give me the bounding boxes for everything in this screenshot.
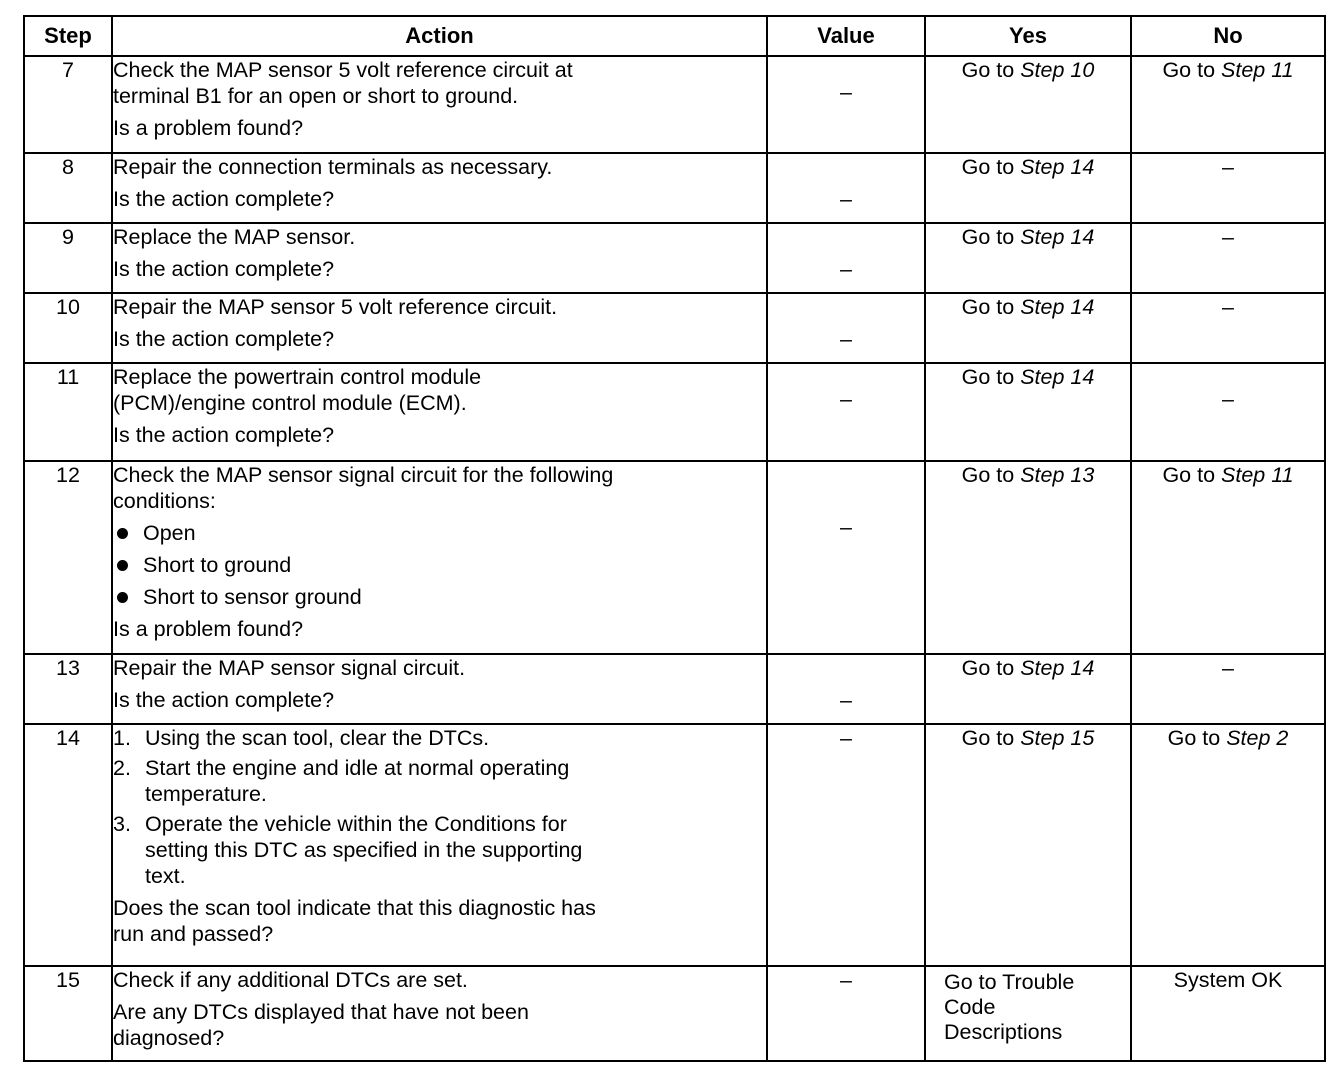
action-line: (PCM)/engine control module (ECM). [113, 391, 467, 415]
yes-step-ref: Step 14 [1020, 365, 1095, 389]
value-cell: – [767, 223, 925, 293]
item-number: 1. [113, 726, 131, 750]
yes-line: Descriptions [944, 1020, 1063, 1044]
no-step-ref: Step 11 [1221, 463, 1294, 487]
no-cell [1131, 724, 1325, 966]
action-question: Is the action complete? [113, 257, 335, 281]
action-cell [112, 724, 767, 966]
value-cell: – [767, 461, 925, 654]
action-question: run and passed? [113, 922, 274, 946]
yes-cell [925, 461, 1131, 654]
action-line: Repair the connection terminals as necessary. [113, 155, 553, 179]
action-question: Is the action complete? [113, 688, 335, 712]
yes-step-ref: Step 13 [1020, 463, 1095, 487]
yes-prefix: Go to [961, 726, 1015, 750]
no-cell [1131, 56, 1325, 153]
no-prefix: Go to [1162, 58, 1216, 82]
numbered-item [113, 725, 766, 751]
item-line: setting this DTC as specified in the supporting [145, 838, 583, 862]
action-cell [112, 966, 767, 1061]
yes-prefix: Go to [961, 365, 1015, 389]
yes-prefix: Go to [961, 463, 1015, 487]
item-line: Operate the vehicle within the Conditions for [145, 812, 567, 836]
action-question: Are any DTCs displayed that have not been [113, 1000, 529, 1024]
no-cell: System OK [1131, 966, 1325, 1061]
action-line: Check the MAP sensor 5 volt reference circuit at [113, 58, 573, 82]
numbered-item [113, 755, 766, 807]
yes-cell [925, 293, 1131, 363]
step-number: 9 [24, 223, 112, 293]
yes-step-ref: Step 14 [1020, 295, 1095, 319]
yes-step-ref: Step 15 [1020, 726, 1095, 750]
action-question: diagnosed? [113, 1026, 225, 1050]
value-cell: – [767, 293, 925, 363]
action-cell [112, 461, 767, 654]
yes-prefix: Go to [961, 58, 1015, 82]
no-cell [1131, 461, 1325, 654]
no-cell: – [1131, 223, 1325, 293]
value-cell: – [767, 56, 925, 153]
action-cell [112, 153, 767, 223]
no-cell: – [1131, 293, 1325, 363]
action-question: Is a problem found? [113, 617, 304, 641]
action-line: Replace the MAP sensor. [113, 225, 356, 249]
action-question: Does the scan tool indicate that this diagnostic has [113, 896, 596, 920]
item-number: 3. [113, 812, 131, 836]
diagnostic-table [23, 15, 1326, 1062]
yes-line: Code [944, 995, 996, 1019]
table-row [24, 153, 1325, 223]
item-line: temperature. [145, 782, 267, 806]
action-line: Check the MAP sensor signal circuit for the following [113, 463, 614, 487]
value-cell: – [767, 724, 925, 966]
no-prefix: Go to [1162, 463, 1216, 487]
header-action: Action [112, 16, 767, 56]
action-line: Check if any additional DTCs are set. [113, 968, 468, 992]
step-number: 12 [24, 461, 112, 654]
value-cell: – [767, 654, 925, 724]
yes-line: Go to Trouble [944, 970, 1075, 994]
header-no: No [1131, 16, 1325, 56]
yes-cell [925, 966, 1131, 1061]
step-number: 13 [24, 654, 112, 724]
action-cell [112, 293, 767, 363]
bullet-item: Open [113, 520, 766, 546]
yes-step-ref: Step 14 [1020, 656, 1095, 680]
no-cell: – [1131, 363, 1325, 461]
item-number: 2. [113, 756, 131, 780]
yes-step-ref: Step 14 [1020, 225, 1095, 249]
item-line: Start the engine and idle at normal operating [145, 756, 570, 780]
value-cell: – [767, 966, 925, 1061]
yes-cell [925, 223, 1131, 293]
bullet-item: Short to ground [113, 552, 766, 578]
yes-prefix: Go to [961, 155, 1015, 179]
table-row [24, 654, 1325, 724]
no-step-ref: Step 11 [1221, 58, 1294, 82]
bullet-item: Short to sensor ground [113, 584, 766, 610]
table-row [24, 363, 1325, 461]
yes-cell [925, 56, 1131, 153]
header-value: Value [767, 16, 925, 56]
yes-prefix: Go to [961, 225, 1015, 249]
item-line: text. [145, 864, 186, 888]
step-number: 14 [24, 724, 112, 966]
step-number: 10 [24, 293, 112, 363]
yes-prefix: Go to [961, 656, 1015, 680]
action-cell [112, 56, 767, 153]
header-step: Step [24, 16, 112, 56]
action-line: Repair the MAP sensor 5 volt reference circuit. [113, 295, 558, 319]
no-step-ref: Step 2 [1226, 726, 1289, 750]
step-number: 15 [24, 966, 112, 1061]
table-row [24, 56, 1325, 153]
yes-cell [925, 724, 1131, 966]
header-yes: Yes [925, 16, 1131, 56]
value-cell: – [767, 363, 925, 461]
table-row [24, 461, 1325, 654]
action-question: Is the action complete? [113, 187, 335, 211]
action-line: Repair the MAP sensor signal circuit. [113, 656, 466, 680]
action-cell [112, 654, 767, 724]
numbered-item [113, 811, 766, 889]
yes-cell [925, 153, 1131, 223]
item-line: Using the scan tool, clear the DTCs. [145, 726, 490, 750]
header-row [24, 16, 1325, 56]
step-number: 7 [24, 56, 112, 153]
value-cell: – [767, 153, 925, 223]
action-question: Is the action complete? [113, 423, 335, 447]
action-line: Replace the powertrain control module [113, 365, 482, 389]
no-prefix: Go to [1167, 726, 1221, 750]
table-row [24, 223, 1325, 293]
no-cell: – [1131, 654, 1325, 724]
yes-step-ref: Step 14 [1020, 155, 1095, 179]
action-cell [112, 223, 767, 293]
action-line: conditions: [113, 489, 216, 513]
action-question: Is the action complete? [113, 327, 335, 351]
action-cell [112, 363, 767, 461]
yes-cell [925, 654, 1131, 724]
table-row [24, 293, 1325, 363]
step-number: 11 [24, 363, 112, 461]
step-number: 8 [24, 153, 112, 223]
no-cell: – [1131, 153, 1325, 223]
table-row [24, 724, 1325, 966]
table-row [24, 966, 1325, 1061]
action-line: terminal B1 for an open or short to ground. [113, 84, 519, 108]
action-question: Is a problem found? [113, 116, 304, 140]
yes-step-ref: Step 10 [1020, 58, 1095, 82]
yes-prefix: Go to [961, 295, 1015, 319]
yes-cell [925, 363, 1131, 461]
